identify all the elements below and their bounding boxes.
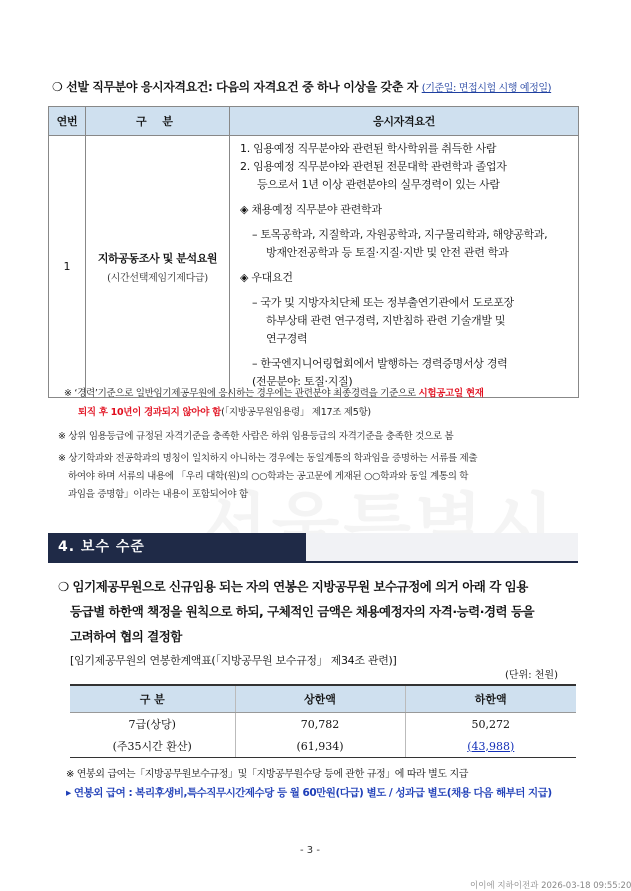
- pay-cell: 50,272: [405, 713, 576, 736]
- pay-cell: 70,782: [235, 713, 405, 736]
- pay-cell: [405, 735, 576, 758]
- col-header-category: 구 분: [86, 107, 230, 136]
- section-4-title: 4. 보수 수준: [48, 533, 306, 561]
- footnote-career: [64, 385, 484, 403]
- pay-paragraph: [58, 574, 583, 649]
- selection-heading: [52, 78, 551, 95]
- requirement-line: ◈ 채용예정 직무분야 관련학과: [240, 203, 382, 216]
- footnote-grade: ※ 상위 임용등급에 규정된 자격기준을 충족한 사람은 하위 임용등급의 자격기준을 충족한 것으로 봄: [58, 431, 454, 442]
- footnote-major-cont: 하여야 하며 서류의 내용에 「우리 대학(원)의 ○○학과는 공고문에 게재된 ○○학과와 동일 계통의 학: [68, 471, 469, 482]
- pay-paragraph-line: ❍ 임기제공무원으로 신규임용 되는 자의 연봉은 지방공무원 보수규정에 의거 아래 각 임용: [58, 579, 528, 594]
- footnote-highlight: 시험공고일 현재: [418, 388, 484, 399]
- requirement-line: – 한국엔지니어링협회에서 발행하는 경력증명서상 경력: [252, 357, 508, 370]
- requirement-line: ◈ 우대요건: [240, 271, 293, 284]
- requirement-line: 방재안전공학과 등 토질·지질·지반 및 안전 관련 학과: [266, 246, 509, 259]
- pay-col-upper: 상한액: [235, 685, 405, 713]
- footnote-text: ※ ‘경력’기준으로 일반임기제공무원에 응시하는 경우에는 관련분야 최종경력을 기준으로: [64, 388, 419, 399]
- pay-cell-highlight: (43,988): [467, 739, 515, 753]
- footnote-text: (「지방공무원임용령」 제17조 제5항): [221, 407, 371, 418]
- col-header-no: 연번: [49, 107, 86, 136]
- pay-col-category: 구 분: [70, 685, 235, 713]
- category-title: 지하공동조사 및 분석요원: [97, 251, 218, 265]
- pay-cell: (61,934): [235, 735, 405, 758]
- print-stamp: 이이에 지하이전과 2026-03-18 09:55:20: [470, 881, 631, 891]
- requirement-line: 2. 임용예정 직무분야와 관련된 전문대학 관련학과 졸업자: [240, 160, 507, 173]
- table-row: [49, 136, 579, 398]
- footnote-career-cont: [78, 404, 371, 422]
- table-row: [70, 735, 576, 758]
- col-header-requirements: 응시자격요건: [230, 107, 579, 136]
- pay-table-unit: (단위: 천원): [505, 670, 558, 681]
- pay-note: ※ 연봉외 급여는「지방공무원보수규정」및「지방공무원수당 등에 관한 규정」에 따라 별도 지급: [66, 769, 468, 780]
- pay-extra-note: ▸ 연봉외 급여 : 복리후생비,특수직무시간제수당 등 월 60만원(다급) 별도 / 성과급 별도(채용 다음 해부터 지급): [66, 787, 552, 799]
- section-header-background: [296, 533, 578, 561]
- qualification-table: [48, 106, 579, 398]
- row-number: 1: [49, 136, 86, 398]
- pay-table: [70, 684, 576, 758]
- page-number: - 3 -: [300, 845, 320, 856]
- footnote-major: ※ 상기학과와 전공학과의 명칭이 일치하지 아니하는 경우에는 동일계통의 학과임을 증명하는 서류를 제출: [58, 453, 478, 464]
- pay-table-caption: [임기제공무원의 연봉한계액표(「지방공무원 보수규정」 제34조 관련)]: [70, 654, 397, 667]
- row-category: [86, 136, 230, 398]
- selection-heading-text: ❍ 선발 직무분야 응시자격요건: 다음의 자격요건 중 하나 이상을 갖춘 자: [52, 80, 418, 94]
- pay-cell: 7급(상당): [128, 718, 176, 731]
- requirement-line: 1. 임용예정 직무분야와 관련된 학사학위를 취득한 사람: [240, 142, 497, 155]
- pay-paragraph-line: 고려하여 협의 결정함: [70, 629, 182, 644]
- requirement-line: 하부상태 관련 연구경력, 지반침하 관련 기술개발 및: [266, 314, 506, 327]
- selection-heading-note: (기준일: 면접시험 시행 예정일): [421, 83, 552, 94]
- footnote-major-cont: 과임을 증명함」이라는 내용이 포함되어야 함: [68, 489, 248, 500]
- requirement-line: – 토목공학과, 지질학과, 자원공학과, 지구물리학과, 해양공학과,: [252, 228, 548, 241]
- requirement-line: 연구경력: [266, 332, 308, 345]
- pay-cell: (주35시간 환산): [70, 735, 235, 758]
- qualification-table-header: [49, 107, 579, 136]
- pay-col-lower: 하한액: [405, 685, 576, 713]
- section-divider: [48, 561, 578, 563]
- footnote-highlight: 퇴직 후 10년이 경과되지 않아야 함: [78, 407, 222, 418]
- pay-paragraph-line: 등급별 하한액 책정을 원칙으로 하되, 구체적인 금액은 채용예정자의 자격·능력·경력 등을: [70, 604, 535, 619]
- requirement-line: 등으로서 1년 이상 관련분야의 실무경력이 있는 사람: [257, 178, 500, 191]
- pay-table-header: [70, 685, 576, 713]
- requirement-line: – 국가 및 지방자치단체 또는 정부출연기관에서 도로포장: [252, 296, 514, 309]
- row-requirements: [230, 136, 579, 398]
- requirement-line: (전문분야: 토질·지질): [252, 375, 353, 388]
- category-subtitle: (시간선택제임기제다급): [107, 272, 208, 284]
- table-row: [70, 713, 576, 736]
